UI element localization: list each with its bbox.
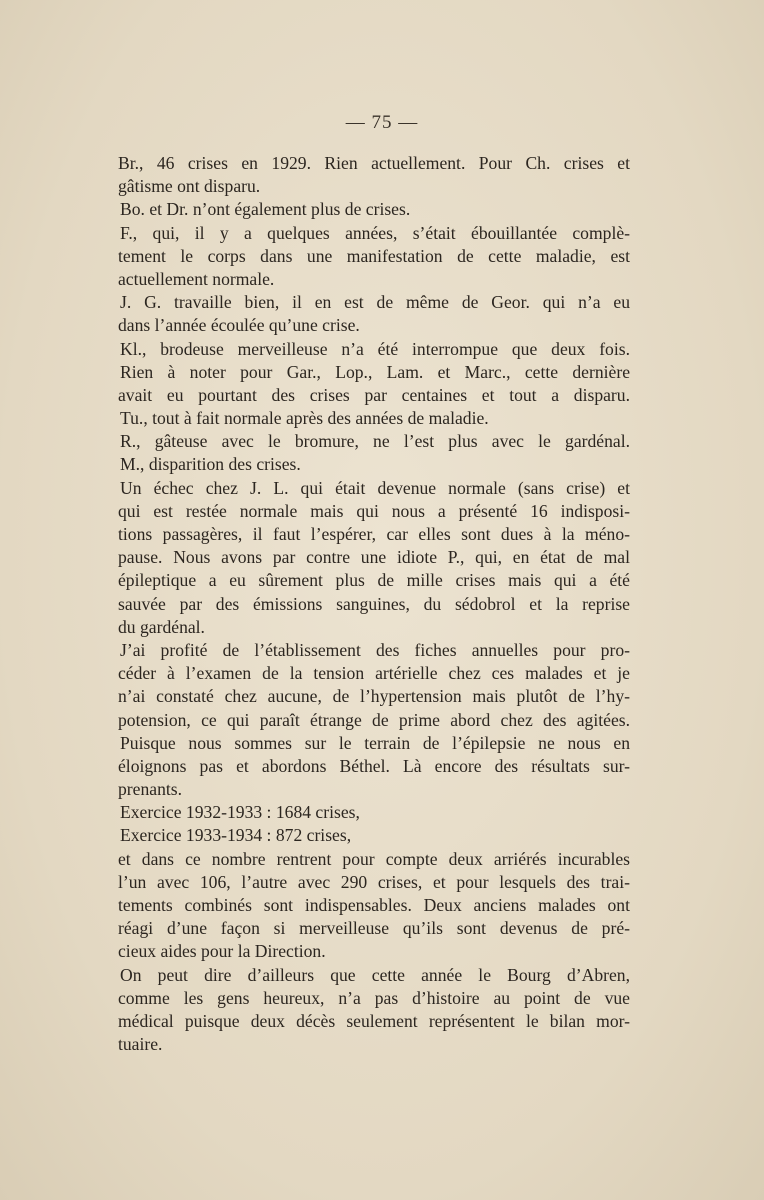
- text-line: F., qui, il y a quelques années, s’était ébouillantée complè-: [120, 222, 630, 243]
- body-text: [118, 152, 630, 1056]
- text-line: médical puisque deux décès seulement représentent le bilan mor-: [118, 1010, 630, 1031]
- text-line: Exercice 1933-1934 : 872 crises,: [120, 825, 352, 846]
- text-line: qui est restée normale mais qui nous a présenté 16 indisposi-: [118, 500, 630, 521]
- text-line: avait eu pourtant des crises par centaines et tout a disparu.: [118, 384, 630, 405]
- text-line: comme les gens heureux, n’a pas d’histoire au point de vue: [118, 987, 630, 1008]
- text-line: M., disparition des crises.: [120, 454, 301, 475]
- text-line: sauvée par des émissions sanguines, du sédobrol et la reprise: [118, 593, 630, 614]
- text-line: du gardénal.: [118, 616, 205, 637]
- text-line: éloignons pas et abordons Béthel. Là encore des résultats sur-: [118, 755, 630, 776]
- text-line: Tu., tout à fait normale après des années de maladie.: [120, 408, 489, 429]
- text-line: et dans ce nombre rentrent pour compte deux arriérés incurables: [118, 848, 630, 869]
- text-line: tions passagères, il faut l’espérer, car elles sont dues à la méno-: [118, 524, 630, 544]
- text-line: Puisque nous sommes sur le terrain de l’épilepsie ne nous en: [120, 732, 630, 753]
- text-line: Br., 46 crises en 1929. Rien actuellement. Pour Ch. crises et: [118, 153, 630, 173]
- text-line: tements combinés sont indispensables. Deux anciens malades ont: [118, 895, 630, 915]
- text-line: prenants.: [118, 779, 183, 800]
- text-line: gâtisme ont disparu.: [118, 176, 261, 197]
- page-number: — 75 —: [345, 112, 419, 133]
- text-line: J. G. travaille bien, il en est de même de Geor. qui n’a eu: [120, 292, 630, 313]
- text-line: Exercice 1932-1933 : 1684 crises,: [120, 802, 360, 823]
- text-line: On peut dire d’ailleurs que cette année le Bourg d’Abren,: [120, 964, 630, 985]
- text-line: tuaire.: [118, 1034, 163, 1055]
- text-line: épileptique a eu sûrement plus de mille crises mais qui a été: [118, 570, 630, 591]
- text-line: tement le corps dans une manifestation de cette maladie, est: [118, 245, 630, 266]
- text-line: réagi d’une façon si merveilleuse qu’ils sont devenus de pré-: [118, 918, 630, 939]
- text-line: potension, ce qui paraît étrange de prime abord chez des agitées.: [118, 709, 630, 730]
- text-line: Un échec chez J. L. qui était devenue normale (sans crise) et: [120, 477, 630, 498]
- text-line: dans l’année écoulée qu’une crise.: [118, 315, 360, 336]
- text-line: céder à l’examen de la tension artérielle chez ces malades et je: [118, 663, 630, 684]
- text-line: n’ai constaté chez aucune, de l’hypertension mais plutôt de l’hy-: [118, 686, 630, 707]
- text-line: cieux aides pour la Direction.: [118, 941, 326, 962]
- text-line: Kl., brodeuse merveilleuse n’a été interrompue que deux fois.: [120, 338, 630, 359]
- text-line: l’un avec 106, l’autre avec 290 crises, et pour lesquels des trai-: [118, 871, 630, 892]
- text-line: Bo. et Dr. n’ont également plus de crises.: [120, 199, 411, 220]
- text-line: J’ai profité de l’établissement des fiches annuelles pour pro-: [120, 639, 630, 660]
- text-line: actuellement normale.: [118, 268, 275, 289]
- text-line: pause. Nous avons par contre une idiote P., qui, en état de mal: [118, 547, 630, 568]
- text-line: R., gâteuse avec le bromure, ne l’est plus avec le gardénal.: [120, 431, 630, 452]
- text-line: Rien à noter pour Gar., Lop., Lam. et Marc., cette dernière: [120, 361, 630, 382]
